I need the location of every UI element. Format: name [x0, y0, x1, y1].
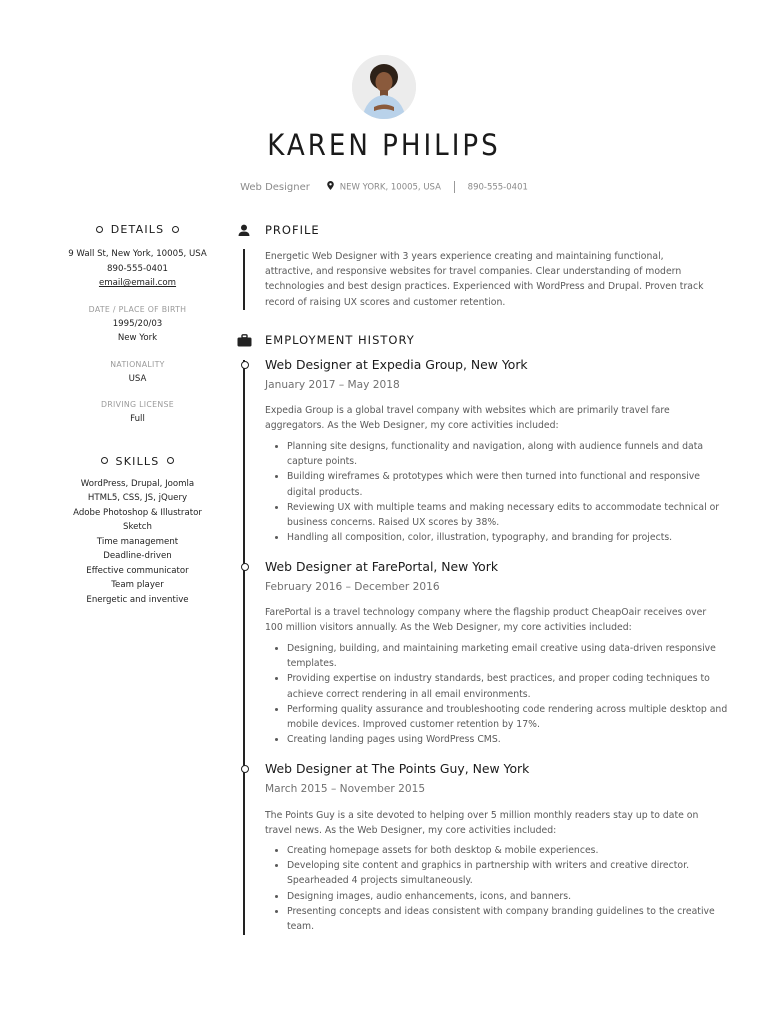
- bullet-item: • Designing images, audio enhancements, icons, and banners.: [287, 889, 729, 904]
- job-bullets: [271, 439, 729, 545]
- skill-item: Adobe Photoshop & Illustrator: [73, 507, 202, 518]
- profile-heading-label: PROFILE: [265, 223, 320, 237]
- bullet-item: • Planning site designs, functionality and navigation, along with audience funnels and data capture points.: [287, 439, 729, 469]
- job-dates: March 2015 – November 2015: [265, 783, 426, 795]
- ring-icon: [167, 457, 174, 464]
- job-bullets: [271, 641, 729, 747]
- job-summary: The Points Guy is a site devoted to helping over 5 million monthly readers stay up to date on travel news. As the Web Designer, my core activities included:: [265, 810, 699, 837]
- location-pin-icon: [327, 181, 334, 193]
- skill-item: Team player: [111, 580, 164, 590]
- skills-list: [60, 477, 215, 608]
- bullet-item: • Creating homepage assets for both desktop & mobile experiences.: [287, 843, 729, 858]
- briefcase-icon: [237, 334, 252, 350]
- details-heading: [60, 222, 215, 238]
- job-bullets: [271, 843, 729, 934]
- dob-label: DATE / PLACE OF BIRTH: [88, 304, 187, 314]
- details-heading-label: DETAILS: [110, 223, 165, 236]
- skill-item: Energetic and inventive: [86, 594, 189, 605]
- profile-text: Energetic Web Designer with 3 years experience creating and maintaining functional, attractive, and responsive websites for travel companies. Clear understanding of modern technologies and best design practices. Experienced with WordPress and Drupal. Proven track record of raising UX scores and customer retention.: [265, 251, 704, 308]
- timeline-node-icon: [241, 765, 249, 773]
- job-title: Web Designer: [240, 181, 310, 193]
- job-title: Web Designer at FarePortal, New York: [265, 559, 499, 574]
- license-value: Full: [130, 414, 145, 424]
- skill-item: Effective communicator: [86, 565, 189, 576]
- skills-heading: [60, 454, 215, 470]
- nationality-value: USA: [128, 373, 147, 384]
- employment-timeline-line: [243, 360, 245, 935]
- job-dates: February 2016 – December 2016: [265, 581, 440, 593]
- job-title: Web Designer at Expedia Group, New York: [265, 357, 528, 372]
- skill-item: HTML5, CSS, JS, jQuery: [87, 493, 188, 503]
- person-icon: [237, 224, 251, 240]
- person-photo-icon: [352, 55, 416, 119]
- ring-icon: [172, 226, 179, 233]
- bullet-item: • Developing site content and graphics in partnership with writers and creative director. Spearheaded 4 projects simultaneously.: [287, 858, 729, 888]
- bullet-item: • Handling all composition, color, illustration, typography, and branding for projects.: [287, 530, 729, 545]
- skills-heading-label: SKILLS: [115, 454, 160, 468]
- bullet-item: • Presenting concepts and ideas consistent with company branding guidelines to the creative team.: [287, 904, 729, 934]
- license-label: DRIVING LICENSE: [101, 400, 174, 409]
- bullet-item: • Providing expertise on industry standards, best practices, and proper coding techniques to achieve correct rendering in all email environments.: [287, 671, 729, 701]
- email-link[interactable]: email@email.com: [98, 278, 177, 288]
- left-column: [60, 222, 215, 607]
- ring-icon: [101, 457, 108, 464]
- job-summary: FarePortal is a travel technology company where the flagship product CheapOair receives over 100 million visitors annually. As the Web Designer, my core activities included:: [265, 607, 707, 634]
- nationality-label: NATIONALITY: [110, 359, 165, 369]
- job-summary: Expedia Group is a global travel company with websites which are primarily travel fare aggregators. As the Web Designer, my core activities included:: [265, 405, 670, 432]
- bullet-item: • Building wireframes & prototypes which were then turned into functional and responsive digital products.: [287, 469, 729, 499]
- bullet-item: • Reviewing UX with multiple teams and making necessary edits to accommodate technical or business concerns. Raised UX scores by 38%.: [287, 500, 729, 530]
- header-location: NEW YORK, 10005, USA: [339, 182, 441, 193]
- candidate-name: KAREN PHILIPS: [267, 128, 501, 162]
- employment-heading-label: EMPLOYMENT HISTORY: [265, 333, 415, 347]
- timeline-node-icon: [241, 563, 249, 571]
- header-divider: [454, 181, 455, 193]
- job-title: Web Designer at The Points Guy, New York: [265, 761, 530, 776]
- bullet-item: • Designing, building, and maintaining marketing email creative using data-driven responsive templates.: [287, 641, 729, 671]
- bullet-item: • Performing quality assurance and troubleshooting code rendering across multiple desktop and mobile devices. Improved customer retention by 17%.: [287, 702, 729, 732]
- timeline-node-icon: [241, 361, 249, 369]
- profile-photo: [352, 55, 416, 119]
- header-phone: 890-555-0401: [467, 182, 528, 193]
- skill-item: WordPress, Drupal, Joomla: [80, 478, 195, 489]
- profile-timeline-line: [243, 249, 245, 310]
- header-subline: [0, 181, 768, 193]
- birthplace-value: New York: [117, 333, 158, 343]
- skill-item: Time management: [96, 536, 179, 547]
- bullet-item: • Creating landing pages using WordPress CMS.: [287, 732, 729, 747]
- skill-item: Deadline-driven: [103, 551, 172, 561]
- details-phone: 890-555-0401: [107, 263, 168, 274]
- job-dates: January 2017 – May 2018: [265, 379, 400, 391]
- address: 9 Wall St, New York, 10005, USA: [68, 249, 207, 259]
- dob-value: 1995/20/03: [112, 318, 163, 329]
- ring-icon: [96, 226, 103, 233]
- skill-item: Sketch: [123, 522, 152, 532]
